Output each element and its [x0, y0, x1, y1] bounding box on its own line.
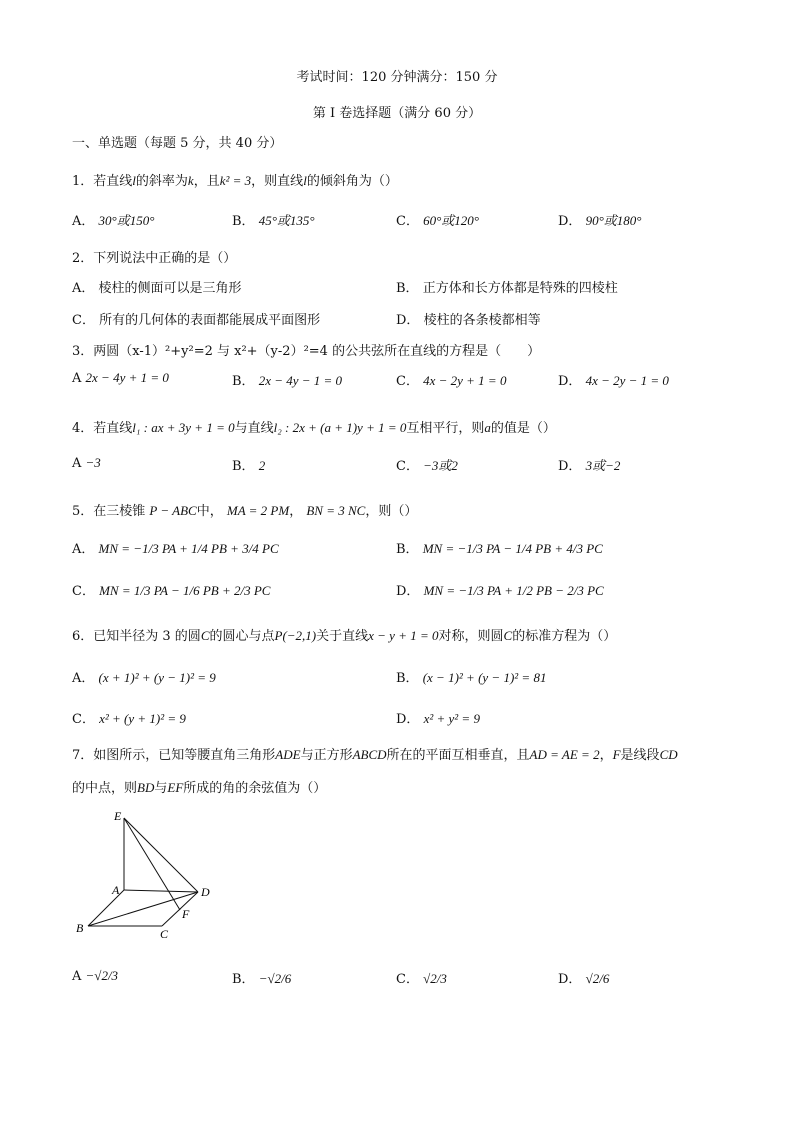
- q3-option-b[interactable]: B． 2x − 4y − 1 = 0: [232, 373, 343, 389]
- q4-option-c[interactable]: C． −3或2: [396, 458, 458, 474]
- question-2-stem: 2．下列说法中正确的是（）: [72, 251, 237, 266]
- q7-option-b[interactable]: B． −√2/6: [232, 971, 292, 987]
- q6-option-a[interactable]: A． (x + 1)² + (y − 1)² = 9: [72, 670, 216, 686]
- q7-geometry-figure: [70, 808, 230, 938]
- question-1-stem: 1．若直线l的斜率为k，且k² = 3，则直线l的倾斜角为（）: [72, 173, 398, 189]
- q6-option-c[interactable]: C． x² + (y + 1)² = 9: [72, 711, 186, 727]
- q4-option-a[interactable]: A −3: [72, 455, 101, 471]
- label-B: B: [76, 921, 84, 935]
- question-4-stem: 4．若直线l₁ : ax + 3y + 1 = 0与直线l₂ : 2x + (a + 1)y + 1 = 0互相平行，则a的值是（）: [72, 420, 556, 436]
- q5-option-b[interactable]: B． MN = −1/3 PA − 1/4 PB + 4/3 PC: [396, 541, 603, 557]
- edge-AD: [124, 890, 198, 892]
- question-5-stem: 5．在三棱锥 P − ABC中， MA = 2 PM， BN = 3 NC，则（）: [72, 503, 418, 519]
- section-title: 一、单选题（每题 5 分，共 40 分）: [72, 136, 283, 151]
- edge-ED: [124, 818, 198, 892]
- q7-option-d[interactable]: D． √2/6: [558, 971, 610, 987]
- q3-option-a[interactable]: A 2x − 4y + 1 = 0: [72, 370, 169, 386]
- q2-option-b[interactable]: B． 正方体和长方体都是特殊的四棱柱: [396, 281, 618, 296]
- q5-option-c[interactable]: C． MN = 1/3 PA − 1/6 PB + 2/3 PC: [72, 583, 271, 599]
- q1-option-d[interactable]: D． 90°或180°: [558, 213, 642, 229]
- q2-option-a[interactable]: A． 棱柱的侧面可以是三角形: [72, 281, 242, 296]
- q7-option-c[interactable]: C． √2/3: [396, 971, 447, 987]
- q3-option-c[interactable]: C． 4x − 2y + 1 = 0: [396, 373, 507, 389]
- q4-option-d[interactable]: D． 3或−2: [558, 458, 621, 474]
- q5-option-a[interactable]: A． MN = −1/3 PA + 1/4 PB + 3/4 PC: [72, 541, 279, 557]
- label-D: D: [201, 885, 210, 899]
- label-A: A: [112, 883, 120, 897]
- label-F: F: [182, 907, 190, 921]
- q1-option-c[interactable]: C． 60°或120°: [396, 213, 479, 229]
- exam-time: 考试时间：120 分钟满分：150 分: [296, 70, 498, 85]
- label-E: E: [114, 809, 122, 823]
- q7-option-a[interactable]: A −√2/3: [72, 968, 119, 984]
- question-7-stem-line-1: 7．如图所示，已知等腰直角三角形ADE与正方形ABCD所在的平面互相垂直，且AD = AE = 2，F是线段CD: [72, 747, 678, 763]
- q2-option-c[interactable]: C． 所有的几何体的表面都能展成平面图形: [72, 313, 321, 328]
- label-C: C: [160, 927, 169, 938]
- q2-option-d[interactable]: D． 棱柱的各条棱都相等: [396, 313, 541, 328]
- q1-option-a[interactable]: A． 30°或150°: [72, 213, 155, 229]
- edge-EF: [124, 818, 180, 910]
- q3-option-d[interactable]: D． 4x − 2y − 1 = 0: [558, 373, 669, 389]
- q6-option-d[interactable]: D． x² + y² = 9: [396, 711, 480, 727]
- q1-option-b[interactable]: B． 45°或135°: [232, 213, 315, 229]
- volume-title: 第 I 卷选择题（满分 60 分）: [312, 106, 482, 121]
- question-3-stem: 3．两圆（x-1）²+y²=2 与 x²+（y-2）²=4 的公共弦所在直线的方程是（ ）: [72, 344, 541, 359]
- q4-option-b[interactable]: B． 2: [232, 458, 266, 474]
- q5-option-d[interactable]: D． MN = −1/3 PA + 1/2 PB − 2/3 PC: [396, 583, 604, 599]
- question-6-stem: 6．已知半径为 3 的圆C的圆心与点P(−2,1)关于直线x − y + 1 = 0对称，则圆C的标准方程为（）: [72, 628, 617, 644]
- q6-option-b[interactable]: B． (x − 1)² + (y − 1)² = 81: [396, 670, 547, 686]
- question-7-stem-line-2: 的中点，则BD与EF所成的角的余弦值为（）: [72, 780, 327, 796]
